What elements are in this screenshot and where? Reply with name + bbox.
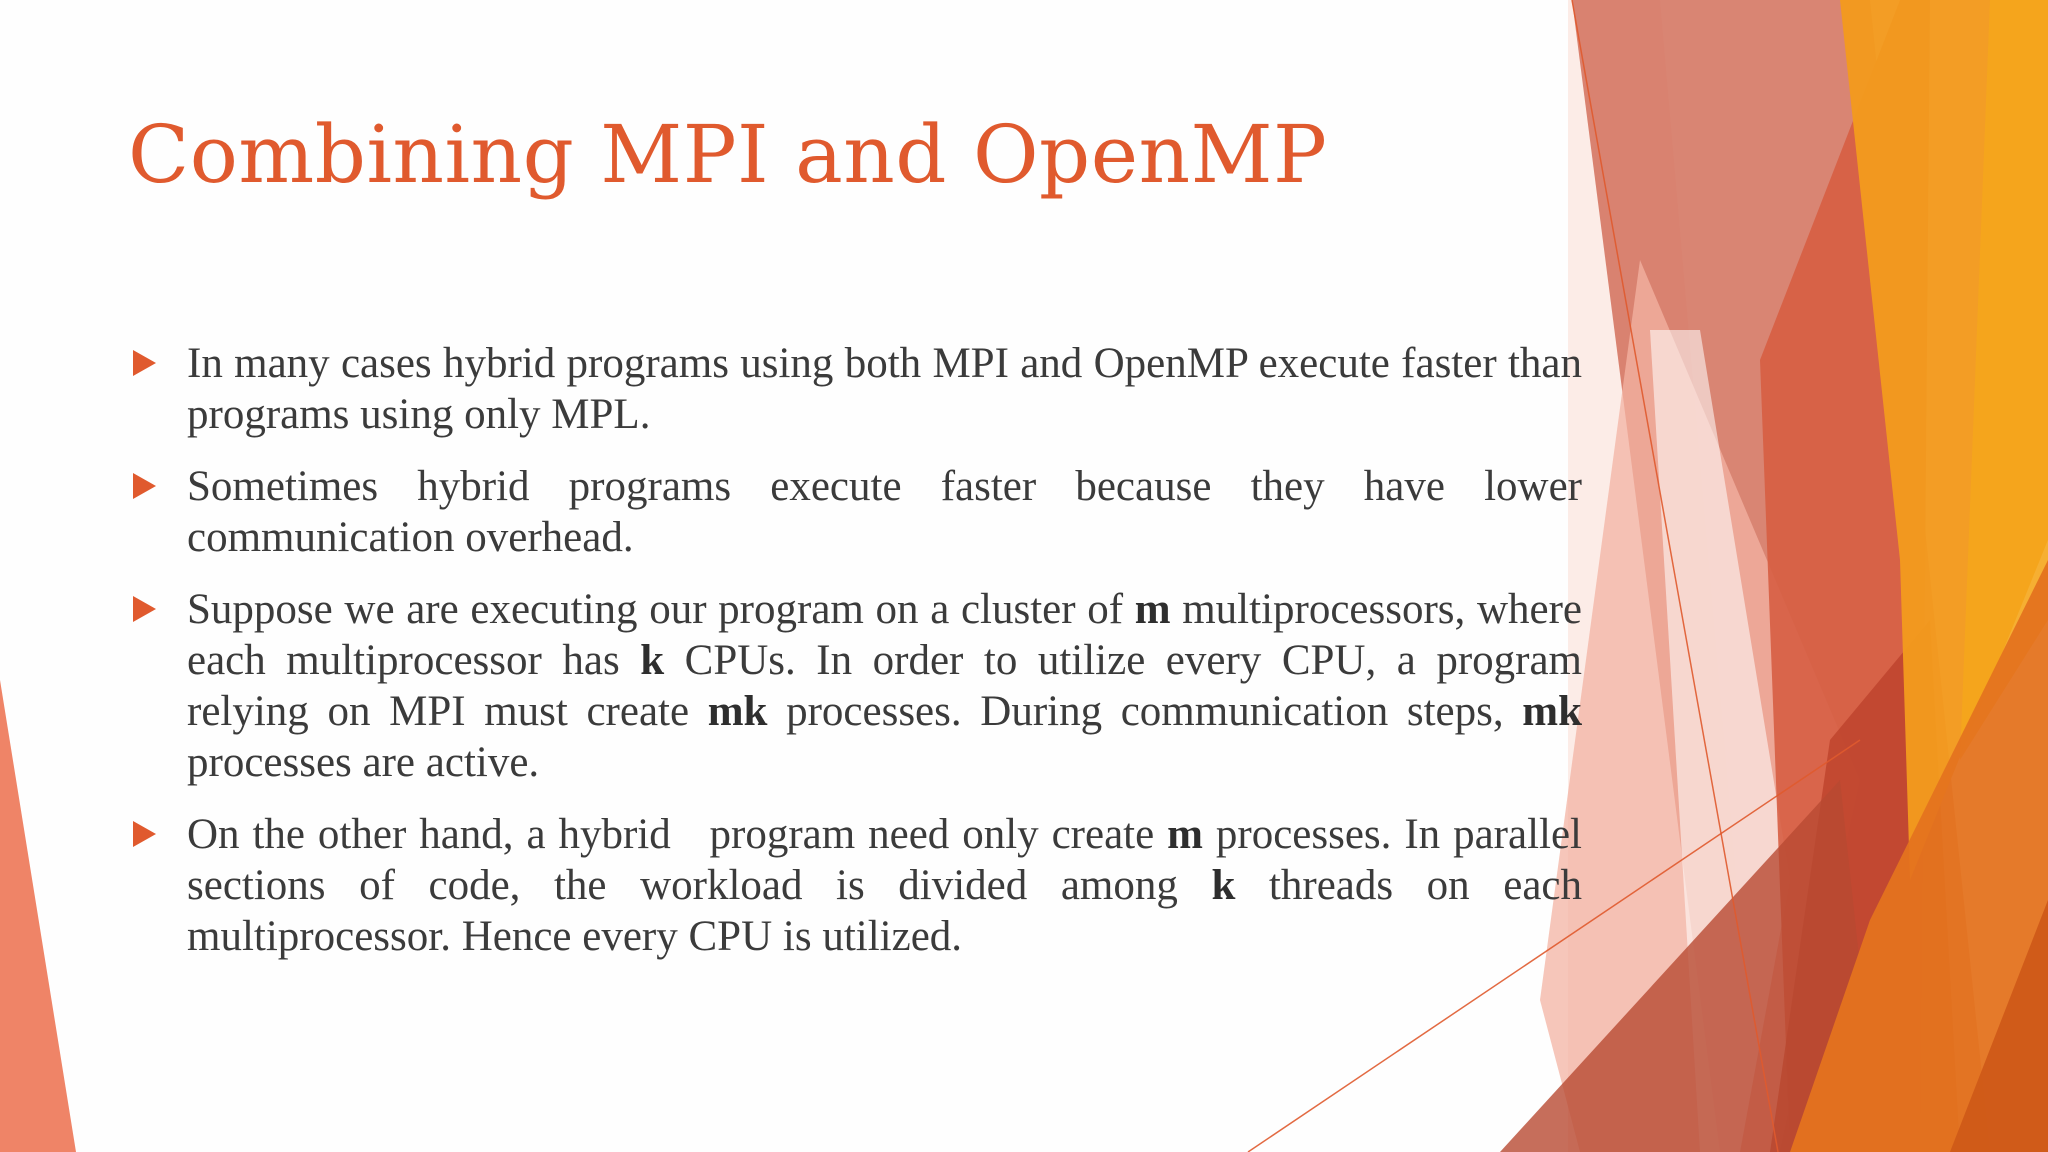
bullet-bold-term: m: [1167, 811, 1203, 858]
bullet-text-run: processes are active.: [187, 739, 540, 786]
bullet-list: [130, 338, 1582, 983]
bullet-arrow-icon: [133, 596, 156, 622]
bullet-arrow-icon: [133, 821, 156, 847]
bullet-bold-term: m: [1134, 586, 1171, 633]
bullet-text: [187, 811, 1582, 960]
bullet-text-run: Sometimes hybrid programs execute faster because they have lower communication overhead.: [187, 463, 1582, 561]
bullet-text-run: In many cases hybrid programs using both MPI and OpenMP execute faster than programs using only MPL.: [187, 340, 1582, 438]
bullet-text-run: On the other hand, a hybrid program need only create: [187, 811, 1168, 858]
bullet-text-run: multiprocessors, where each multiprocessor has: [187, 586, 1582, 684]
bullet-text-run: processes. In parallel sections of code, the workload is divided among: [187, 811, 1582, 909]
bullet-text-run: threads on each multiprocessor. Hence every CPU is utilized.: [187, 862, 1582, 960]
bullet-text: [187, 340, 1582, 438]
bullet-bold-term: k: [1211, 862, 1236, 909]
bullet-text-run: Suppose we are executing our program on a cluster of: [187, 586, 1135, 633]
bullet-text: [187, 586, 1582, 786]
bullet-arrow-icon: [133, 473, 156, 499]
bullet-text: [187, 463, 1582, 561]
bullet-item: [130, 809, 1582, 962]
bullet-item: [130, 461, 1582, 563]
bullet-arrow-icon: [133, 350, 156, 376]
bullet-bold-term: k: [640, 637, 665, 684]
left-accent-shape: [0, 680, 76, 1152]
bullet-bold-term: mk: [1522, 688, 1582, 735]
bullet-bold-term: mk: [707, 688, 768, 735]
bullet-item: [130, 338, 1582, 440]
slide-title: Combining MPI and OpenMP: [128, 108, 1328, 201]
bullet-item: [130, 584, 1582, 788]
bullet-text-run: CPUs. In order to utilize every CPU, a program relying on MPI must create: [187, 637, 1583, 735]
bullet-text-run: processes. During communication steps,: [767, 688, 1523, 735]
